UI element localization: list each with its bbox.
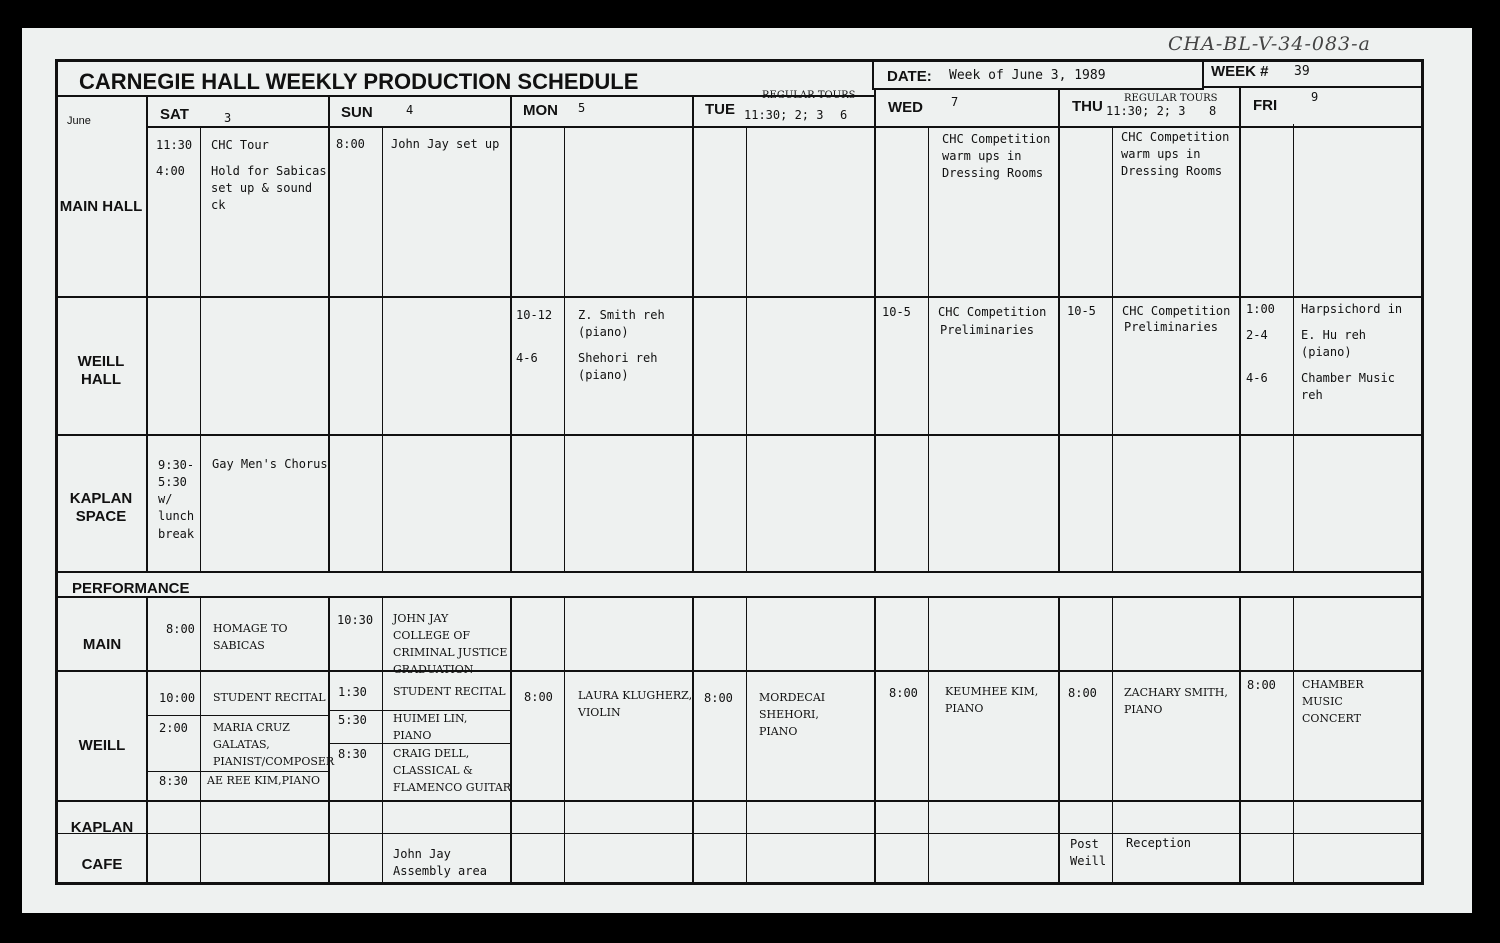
title-bottom-mid: [872, 88, 1204, 90]
date-value: Week of June 3, 1989: [949, 68, 1106, 83]
perf-main-sun-d: GRADUATION: [393, 663, 474, 676]
perf-main-sat-b: SABICAS: [213, 639, 265, 652]
perf-weill-sun-event-3b: CLASSICAL &: [393, 764, 473, 777]
day-thu-note-1: REGULAR TOURS: [1124, 93, 1218, 104]
perf-weill-sat-event-3: AE REE KIM,PIANO: [207, 774, 320, 787]
perf-weill-tue-b: SHEHORI,: [759, 708, 819, 721]
day-thu-num: 8: [1209, 104, 1217, 118]
perf-weill-sun-time-3: 8:30: [338, 747, 367, 761]
cafe-thu-event: Reception: [1126, 836, 1192, 850]
main-thu-b: warm ups in: [1121, 147, 1201, 161]
frame-right: [1421, 59, 1424, 885]
day-wed-num: 7: [951, 95, 959, 109]
day-mon-name: MON: [523, 102, 558, 119]
row-label-perf-kaplan: KAPLAN: [70, 819, 134, 836]
weill-mon-event-2a: Shehori reh: [578, 351, 658, 365]
weill-fri-event-2b: (piano): [1301, 345, 1352, 359]
main-sun-event: John Jay set up: [391, 137, 500, 151]
day-sat-name: SAT: [160, 106, 189, 123]
day-tue-note-2: 11:30; 2; 3: [744, 108, 824, 122]
perf-weill-mon-a: LAURA KLUGHERZ,: [578, 689, 693, 702]
row-line-2: [56, 434, 1422, 436]
kaplan-sat-time-c: w/: [158, 492, 173, 506]
weill-fri-event-1: Harpsichord in: [1301, 302, 1403, 316]
day-thu-name: THU: [1072, 98, 1103, 115]
perf-weill-sat-time-2: 2:00: [159, 721, 188, 735]
kaplan-sat-time-a: 9:30-: [158, 458, 195, 472]
weill-mon-time-1: 10-12: [516, 308, 553, 322]
perf-weill-tue-c: PIANO: [759, 725, 798, 738]
row-label-perf-cafe: CAFE: [81, 856, 123, 873]
weill-fri-event-3a: Chamber Music: [1301, 371, 1395, 385]
weill-thu-time: 10-5: [1067, 304, 1096, 318]
sat-weill-split-2: [147, 771, 328, 772]
perf-weill-sun-event-3c: FLAMENCO GUITAR: [393, 781, 512, 794]
dayheader-bottom: [147, 126, 1422, 128]
perf-weill-thu-time: 8:00: [1068, 686, 1097, 700]
row-label-kaplan-space: KAPLAN SPACE: [69, 490, 133, 525]
page-title: CARNEGIE HALL WEEKLY PRODUCTION SCHEDULE: [79, 69, 639, 94]
row-label-weill-hall: WEILL HALL: [77, 353, 125, 388]
perf-main-sat-a: HOMAGE TO: [213, 622, 288, 635]
main-wed-a: CHC Competition: [942, 132, 1051, 146]
frame-bottom: [55, 882, 1424, 885]
perf-weill-tue-time: 8:00: [704, 691, 733, 705]
sub-sat: [200, 128, 201, 882]
week-divider: [1202, 60, 1204, 87]
perf-weill-sun-event-2b: PIANO: [393, 729, 432, 742]
week-value: 39: [1294, 64, 1310, 79]
day-tue-num: 6: [840, 108, 848, 122]
kaplan-sat-time-e: break: [158, 527, 195, 541]
row-label-perf-weill: WEILL: [78, 737, 126, 754]
sub-tue: [746, 128, 747, 882]
cafe-sun-a: John Jay: [393, 847, 451, 861]
row-label-perf-main: MAIN: [82, 636, 122, 653]
perf-weill-mon-b: VIOLIN: [578, 706, 621, 719]
perf-weill-wed-b: PIANO: [945, 702, 984, 715]
perf-main-sun-c: CRIMINAL JUSTICE: [393, 646, 508, 659]
row-line-6: [56, 800, 1422, 802]
perf-weill-sun-event-1: STUDENT RECITAL: [393, 685, 506, 698]
weill-fri-time-2: 2-4: [1246, 328, 1268, 342]
sun-weill-split-1: [329, 710, 510, 711]
perf-weill-fri-b: MUSIC: [1302, 695, 1343, 708]
perf-weill-mon-time: 8:00: [524, 690, 553, 704]
day-thu-note-2: 11:30; 2; 3: [1106, 104, 1186, 118]
weill-wed-a: CHC Competition: [938, 305, 1047, 319]
col-wed: [874, 90, 876, 884]
perf-weill-sat-event-2a: MARIA CRUZ: [213, 721, 290, 734]
weill-fri-event-2a: E. Hu reh: [1301, 328, 1367, 342]
performance-band: [58, 573, 1421, 596]
perf-weill-sat-time-3: 8:30: [159, 774, 188, 788]
perf-weill-fri-a: CHAMBER: [1302, 678, 1364, 691]
perf-weill-thu-b: PIANO: [1124, 703, 1163, 716]
perf-weill-sun-time-2: 5:30: [338, 713, 367, 727]
col-thu: [1058, 90, 1060, 884]
main-sun-time: 8:00: [336, 137, 365, 151]
day-fri-num: 9: [1311, 90, 1319, 104]
frame-top: [55, 59, 1423, 62]
cafe-sun-b: Assembly area: [393, 864, 487, 878]
date-label: DATE:: [887, 68, 932, 85]
weill-mon-event-2b: (piano): [578, 368, 629, 382]
day-sat-num: 3: [224, 111, 232, 125]
perf-weill-sun-time-1: 1:30: [338, 685, 367, 699]
week-label: WEEK #: [1211, 63, 1269, 80]
kaplan-sat-event: Gay Men's Chorus: [212, 457, 328, 471]
perf-weill-sat-time-1: 10:00: [159, 691, 196, 705]
main-sat-time-1: 11:30: [156, 138, 193, 152]
kaplan-sat-time-d: lunch: [158, 509, 195, 523]
weill-fri-event-3b: reh: [1301, 388, 1323, 402]
main-wed-c: Dressing Rooms: [942, 166, 1044, 180]
title-divider: [872, 60, 874, 90]
main-sat-event-2b: set up & sound: [211, 181, 313, 195]
col-mon: [510, 96, 512, 884]
cafe-thu-a: Post: [1070, 837, 1099, 851]
weill-thu-b: Preliminaries: [1124, 320, 1218, 334]
day-mon-num: 5: [578, 101, 586, 115]
perf-weill-sat-event-2b: GALATAS,: [213, 738, 270, 751]
perf-weill-fri-time: 8:00: [1247, 678, 1276, 692]
row-label-performance: PERFORMANCE: [72, 580, 190, 597]
sat-weill-split-1: [147, 715, 328, 716]
main-wed-b: warm ups in: [942, 149, 1022, 163]
weill-fri-time-1: 1:00: [1246, 302, 1275, 316]
sub-wed: [928, 128, 929, 882]
col-tue: [692, 96, 694, 884]
weill-mon-time-2: 4-6: [516, 351, 538, 365]
row-line-5: [56, 670, 1422, 672]
col-sat: [146, 96, 148, 884]
title-bottom: [1202, 86, 1422, 88]
row-line-4: [56, 596, 1422, 598]
weill-wed-b: Preliminaries: [940, 323, 1034, 337]
handwritten-archive-id: CHA-BL-V-34-083-a: [1168, 33, 1371, 55]
sub-sun: [382, 128, 383, 882]
perf-weill-sun-event-2a: HUIMEI LIN,: [393, 712, 468, 725]
day-wed-name: WED: [888, 99, 923, 116]
weill-mon-event-1a: Z. Smith reh: [578, 308, 665, 322]
perf-weill-tue-a: MORDECAI: [759, 691, 826, 704]
perf-weill-wed-time: 8:00: [889, 686, 918, 700]
perf-weill-thu-a: ZACHARY SMITH,: [1124, 686, 1228, 699]
main-sat-event-1: CHC Tour: [211, 138, 269, 152]
kaplan-sat-time-b: 5:30: [158, 475, 187, 489]
sub-thu: [1112, 128, 1113, 882]
title-bottom-left: [56, 95, 874, 97]
day-sun-name: SUN: [341, 104, 373, 121]
weill-fri-time-3: 4-6: [1246, 371, 1268, 385]
cafe-thu-b: Weill: [1070, 854, 1107, 868]
main-thu-c: Dressing Rooms: [1121, 164, 1223, 178]
main-sat-event-2c: ck: [211, 198, 226, 212]
main-sat-event-2a: Hold for Sabicas: [211, 164, 327, 178]
col-fri: [1239, 88, 1241, 884]
perf-main-sun-a: JOHN JAY: [393, 612, 449, 625]
perf-main-sat-time: 8:00: [166, 622, 195, 636]
main-sat-time-2: 4:00: [156, 164, 185, 178]
perf-main-sun-time: 10:30: [337, 613, 374, 627]
perf-weill-fri-c: CONCERT: [1302, 712, 1361, 725]
day-sun-num: 4: [406, 103, 414, 117]
perf-main-sun-b: COLLEGE OF: [393, 629, 471, 642]
frame-left: [55, 59, 58, 885]
day-fri-name: FRI: [1253, 97, 1278, 114]
weill-thu-a: CHC Competition: [1122, 304, 1231, 318]
perf-weill-sat-event-2c: PIANIST/COMPOSER: [213, 755, 335, 768]
row-label-main-hall: MAIN HALL: [59, 198, 143, 215]
month-label: June: [67, 115, 91, 127]
row-line-7: [56, 833, 1422, 834]
sub-fri: [1293, 124, 1294, 882]
main-thu-a: CHC Competition: [1121, 130, 1230, 144]
sun-weill-split-2: [329, 743, 510, 744]
perf-weill-wed-a: KEUMHEE KIM,: [945, 685, 1039, 698]
day-tue-name: TUE: [705, 101, 735, 118]
weill-wed-time: 10-5: [882, 305, 911, 319]
weill-mon-event-1b: (piano): [578, 325, 629, 339]
row-line-1: [56, 296, 1422, 298]
perf-weill-sat-event-1: STUDENT RECITAL: [213, 691, 326, 704]
sub-mon: [564, 128, 565, 882]
day-tue-note-1: REGULAR TOURS: [762, 90, 856, 101]
perf-weill-sun-event-3a: CRAIG DELL,: [393, 747, 470, 760]
